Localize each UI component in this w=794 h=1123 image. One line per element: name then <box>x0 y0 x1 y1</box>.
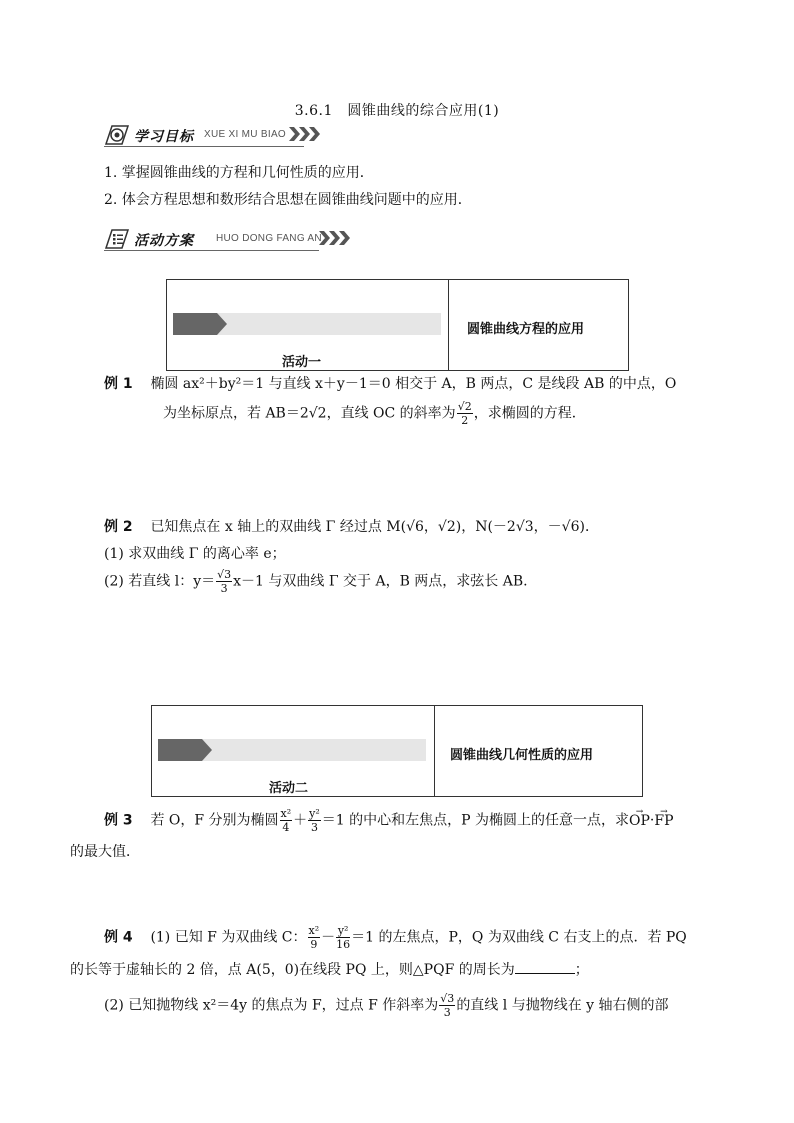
example-2-line-3 <box>104 568 528 595</box>
banner-pinyin: XUE XI MU BIAO <box>204 129 286 140</box>
chevrons-icon <box>319 231 355 249</box>
learning-goals-banner <box>104 124 354 148</box>
fraction-denominator: 16 <box>336 938 351 951</box>
fraction <box>336 924 350 951</box>
activity-title: 圆锥曲线方程的应用 <box>467 322 585 337</box>
example-text: ； <box>574 962 589 978</box>
example-text: (2) 已知抛物线 x²＝4y 的焦点为 F，过点 F 作斜率为 <box>104 997 439 1014</box>
activity-one-box <box>166 279 629 371</box>
box-divider <box>434 706 435 796</box>
activity-title: 圆锥曲线几何性质的应用 <box>450 748 594 763</box>
example-2-line-1 <box>104 517 599 537</box>
example-text: (1) 已知 F 为双曲线 C： <box>150 929 307 946</box>
fraction <box>457 400 473 427</box>
banner-title: 学习目标 <box>134 129 194 145</box>
example-text: ＝1 的左焦点，P，Q 为双曲线 C 右支上的点．若 PQ <box>351 929 687 946</box>
banner-rule <box>104 146 304 147</box>
answer-blank[interactable] <box>515 961 575 974</box>
fraction-denominator: 3 <box>310 821 318 834</box>
box-divider <box>448 280 449 370</box>
fraction-denominator: 2 <box>461 414 469 427</box>
fraction <box>308 807 321 834</box>
example-text: (2) 若直线 l：y＝ <box>104 573 216 590</box>
example-text: ，求椭圆的方程． <box>473 405 586 422</box>
example-tag: 例 4 <box>104 929 133 946</box>
fraction <box>280 807 293 834</box>
progress-bar-head <box>158 739 202 761</box>
fraction-numerator: √2 <box>457 400 472 413</box>
activity-label: 活动二 <box>269 781 309 796</box>
example-text: 的直线 l 与抛物线在 y 轴右侧的部 <box>456 997 669 1014</box>
example-text: 已知焦点在 x 轴上的双曲线 Γ 经过点 M(√6，√2)，N(－2√3，－√6)． <box>150 519 599 535</box>
vector-op: → OP <box>629 811 650 831</box>
example-3-line-2: 的最大值． <box>70 844 140 860</box>
list-icon <box>104 228 130 250</box>
example-4-line-2 <box>70 960 589 980</box>
fraction-denominator: 3 <box>220 582 228 595</box>
activity-plan-banner <box>104 228 364 252</box>
fraction <box>308 924 321 951</box>
fraction <box>216 568 232 595</box>
example-tag: 例 3 <box>104 812 133 829</box>
fraction-numerator: y² <box>337 924 349 937</box>
fraction-numerator: √3 <box>440 992 455 1005</box>
example-text: 若 O，F 分别为椭圆 <box>150 812 279 829</box>
progress-bar-head <box>173 313 217 335</box>
banner-pinyin: HUO DONG FANG AN <box>216 233 322 244</box>
example-4-line-3 <box>104 992 669 1019</box>
fraction-denominator: 3 <box>443 1006 451 1019</box>
minus-sign: － <box>321 929 336 946</box>
fraction <box>439 992 455 1019</box>
example-4-line-1 <box>104 924 687 951</box>
example-1-line-1 <box>104 374 676 394</box>
example-text: x－1 与双曲线 Γ 交于 A，B 两点，求弦长 AB. <box>233 573 528 590</box>
activity-two-box <box>151 705 643 797</box>
example-text: 椭圆 ax²＋by²＝1 与直线 x＋y－1＝0 相交于 A，B 两点，C 是线段 AB 的中点，O <box>150 376 677 392</box>
fraction-denominator: 4 <box>282 821 290 834</box>
dot-product: · <box>649 812 655 829</box>
plus-sign: ＋ <box>293 812 308 829</box>
example-3-line-1 <box>104 807 674 834</box>
vector-fp: → FP <box>654 811 673 831</box>
chevrons-icon <box>289 127 325 145</box>
example-tag: 例 1 <box>104 376 133 392</box>
example-1-line-2 <box>163 400 586 427</box>
banner-rule <box>104 250 319 251</box>
page-title: 3.6.1 圆锥曲线的综合应用(1) <box>294 103 500 119</box>
example-text: 为坐标原点，若 AB＝2√2，直线 OC 的斜率为 <box>163 405 456 422</box>
example-text: 的长等于虚轴长的 2 倍，点 A(5，0)在线段 PQ 上，则△PQF 的周长为 <box>70 962 515 978</box>
goal-item: 2. 体会方程思想和数形结合思想在圆锥曲线问题中的应用． <box>104 192 472 208</box>
fraction-numerator: x² <box>308 924 320 937</box>
banner-title: 活动方案 <box>134 233 194 249</box>
fraction-numerator: y² <box>309 807 320 820</box>
example-tag: 例 2 <box>104 519 133 535</box>
goal-item: 1. 掌握圆锥曲线的方程和几何性质的应用． <box>104 165 374 181</box>
example-text: ＝1 的中心和左焦点，P 为椭圆上的任意一点，求 <box>321 812 630 829</box>
activity-label: 活动一 <box>282 355 322 370</box>
fraction-numerator: √3 <box>217 568 232 581</box>
example-2-line-2: (1) 求双曲线 Γ 的离心率 e； <box>104 546 286 562</box>
fraction-numerator: x² <box>280 807 292 820</box>
target-icon <box>104 124 130 146</box>
fraction-denominator: 9 <box>310 938 318 951</box>
